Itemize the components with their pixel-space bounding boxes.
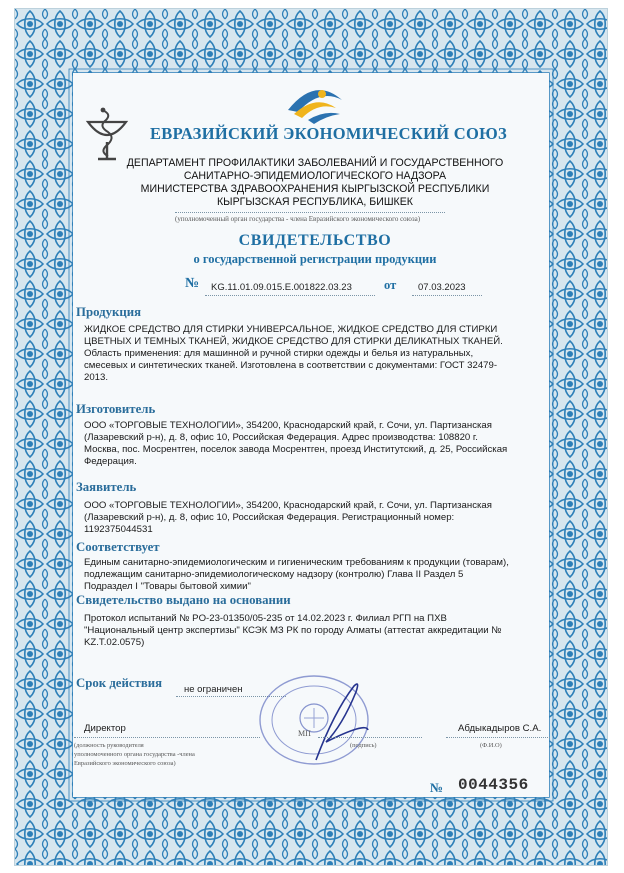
number-sign: № xyxy=(185,276,200,291)
signer-name: Абдыкадыров С.А. xyxy=(458,723,542,734)
product-line-4: смесевых и синтетических тканей. Изготовлена в соответствии с документами: ГОСТ 32479- xyxy=(84,360,498,371)
validity-heading: Срок действия xyxy=(76,676,163,690)
product-line-2: ЦВЕТНЫХ И ТЕМНЫХ ТКАНЕЙ, ЖИДКОЕ СРЕДСТВО ДЛЯ СТИРКИ ДЕЛИКАТНЫХ ТКАНЕЙ. xyxy=(84,336,503,347)
position-underline xyxy=(74,737,260,738)
manufacturer-line-4: Федерация. xyxy=(84,456,137,467)
department-line-1: ДЕПАРТАМЕНТ ПРОФИЛАКТИКИ ЗАБОЛЕВАНИЙ И ГОСУДАРСТВЕННОГО xyxy=(126,157,504,169)
position-caption-1: (должность руководителя xyxy=(74,742,144,749)
department-line-3: МИНИСТЕРСТВА ЗДРАВООХРАНЕНИЯ КЫРГЫЗСКОЙ РЕСПУБЛИКИ xyxy=(140,183,490,195)
basis-line-1: Протокол испытаний № PO-23-01350/05-235 от 14.02.2023 г. Филиал РГП на ПХВ xyxy=(84,613,447,624)
stamp-caption: МП xyxy=(298,729,311,738)
basis-line-2: "Национальный центр экспертизы" КСЭК МЗ РК по городу Алматы (аттестат аккредитации № xyxy=(84,625,502,636)
product-line-5: 2013. xyxy=(84,372,109,383)
department-line-4: КЫРГЫЗСКАЯ РЕСПУБЛИКА, БИШКЕК xyxy=(217,196,413,208)
serial-sign: № xyxy=(430,780,444,795)
signer-position: Директор xyxy=(84,723,126,734)
signature-caption: (подпись) xyxy=(350,742,377,749)
manufacturer-line-2: (Лазаревский р-н), д. 8, офис 10, Российская Федерация. Адрес производства: 108820 г. xyxy=(84,432,478,443)
applicant-line-1: ООО «ТОРГОВЫЕ ТЕХНОЛОГИИ», 354200, Краснодарский край, г. Сочи, ул. Партизанская xyxy=(84,500,492,511)
conforms-heading: Соответствует xyxy=(76,540,160,554)
manufacturer-line-3: Москва, пос. Мосрентген, поселок завода Мосрентген, проезд Институтский, д. 25, Российская xyxy=(84,444,508,455)
name-caption: (Ф.И.О) xyxy=(480,742,502,749)
date-underline xyxy=(412,295,482,296)
number-underline xyxy=(205,295,375,296)
department-line-2: САНИТАРНО-ЭПИДЕМИОЛОГИЧЕСКОГО НАДЗОРА xyxy=(183,170,447,182)
basis-line-3: KZ.T.02.0575) xyxy=(84,637,145,648)
certificate-title: СВИДЕТЕЛЬСТВО xyxy=(238,232,392,249)
position-caption-3: Евразийского экономического союза) xyxy=(74,760,176,767)
registration-number: KG.11.01.09.015.Е.001822.03.23 xyxy=(211,282,352,293)
applicant-line-2: (Лазаревский р-н), д. 8, офис 10, Российская Федерация. Регистрационный номер: xyxy=(84,512,455,523)
serial-number: 0044356 xyxy=(458,776,529,794)
date-prefix: от xyxy=(384,278,397,292)
eaeu-logo-icon xyxy=(280,80,350,124)
authority-caption: (уполномоченный орган государства - члена Евразийского экономического союза) xyxy=(175,215,421,223)
product-heading: Продукция xyxy=(76,305,142,319)
conforms-line-3: Подраздел I "Товары бытовой химии" xyxy=(84,581,251,592)
conforms-line-2: подлежащим санитарно-эпидемиологическому надзору (контролю) Глава II Раздел 5 xyxy=(84,569,464,580)
signature-underline xyxy=(318,737,422,738)
product-line-1: ЖИДКОЕ СРЕДСТВО ДЛЯ СТИРКИ УНИВЕРСАЛЬНОЕ, ЖИДКОЕ СРЕДСТВО ДЛЯ СТИРКИ xyxy=(84,324,498,335)
applicant-heading: Заявитель xyxy=(76,480,137,494)
authority-underline xyxy=(175,212,445,213)
product-line-3: Область применения: для машинной и ручной стирки одежды и белья из натуральных, xyxy=(84,348,474,359)
basis-heading: Свидетельство выдано на основании xyxy=(76,593,291,607)
name-underline xyxy=(446,737,550,738)
manufacturer-heading: Изготовитель xyxy=(76,402,156,416)
manufacturer-line-1: ООО «ТОРГОВЫЕ ТЕХНОЛОГИИ», 354200, Краснодарский край, г. Сочи, ул. Партизанская xyxy=(84,420,492,431)
applicant-line-3: 1192375044531 xyxy=(84,524,153,535)
validity-value: не ограничен xyxy=(184,684,243,695)
medical-emblem-icon xyxy=(82,104,132,162)
registration-date: 07.03.2023 xyxy=(418,282,466,293)
conforms-line-1: Единым санитарно-эпидемиологическим и гигиеническим требованиям к продукции (товарам), xyxy=(84,557,509,568)
certificate-subtitle: о государственной регистрации продукции xyxy=(193,252,437,266)
union-name: ЕВРАЗИЙСКИЙ ЭКОНОМИЧЕСКИЙ СОЮЗ xyxy=(150,124,508,143)
position-caption-2: уполномоченного органа государства -члена xyxy=(74,751,195,758)
